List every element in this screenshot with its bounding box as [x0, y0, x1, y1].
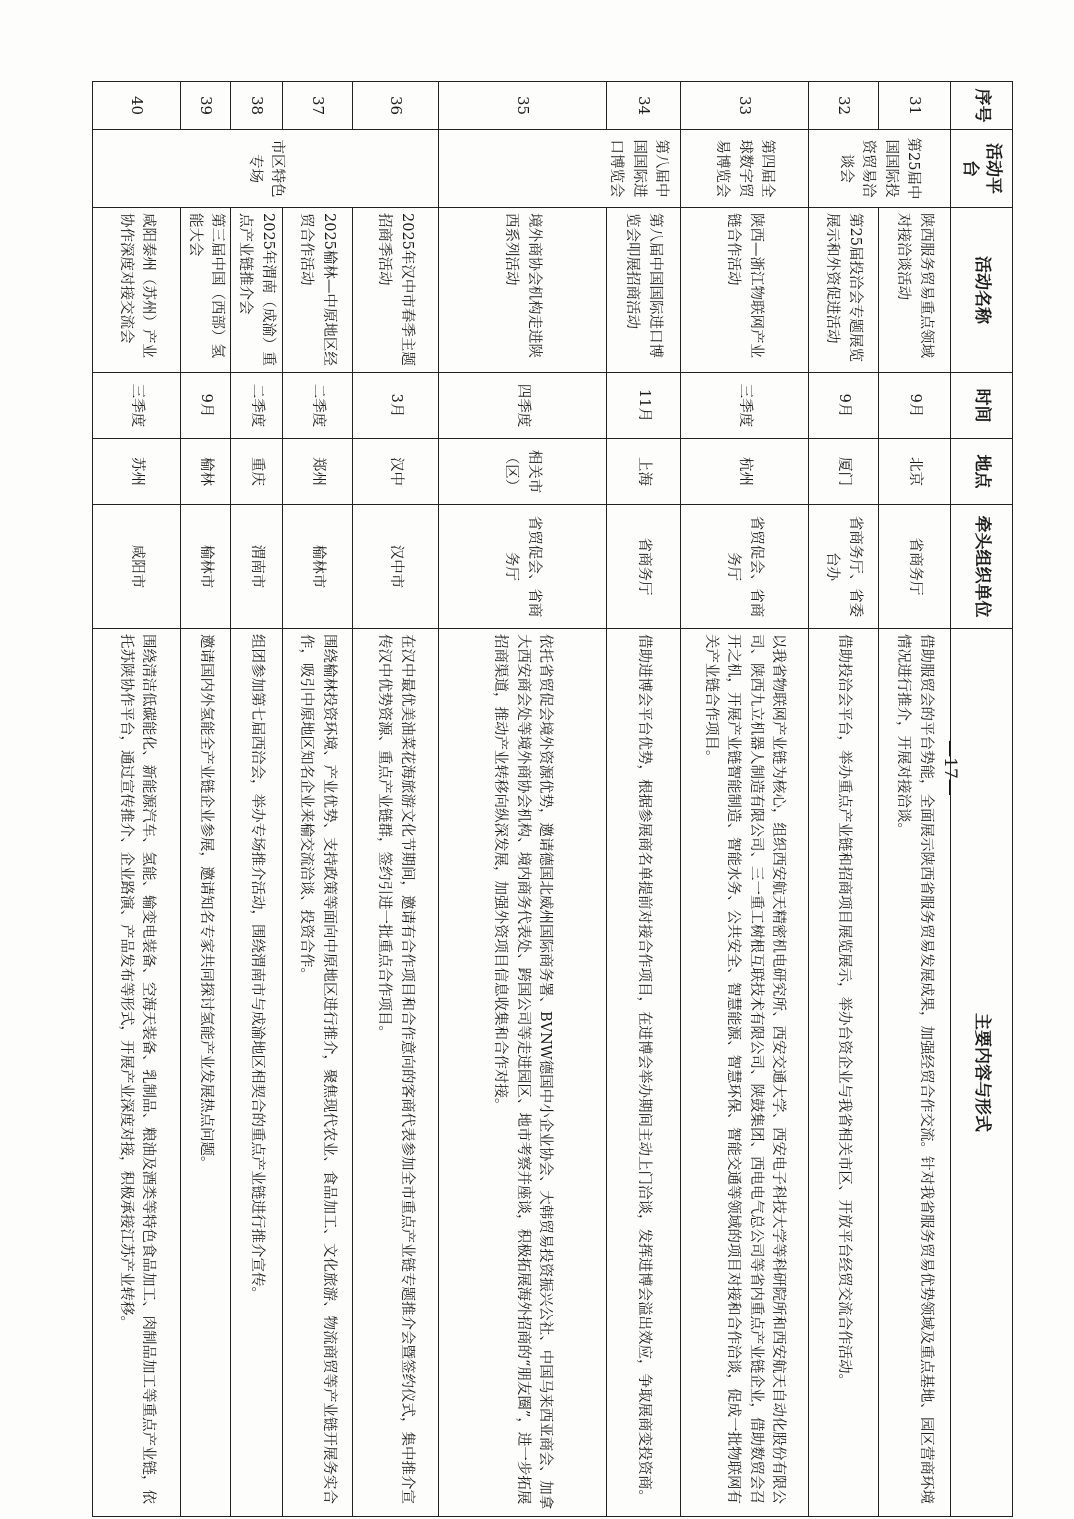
table-row — [681, 82, 809, 1517]
header-location: 地点 — [951, 439, 1013, 505]
cell-content: 在汉中最优美油菜花海旅游文化节期间，邀请有合作项目和合作意向的客商代表参加全市重点产业链专题推介会暨签约仪式，集中推介宣传汉中优势资源、重点产业链群，签约引进一批重点合作项目。 — [353, 629, 439, 1517]
cell-location: 重庆 — [231, 439, 283, 505]
cell-time: 3月 — [353, 373, 439, 439]
cell-location: 厦门 — [809, 439, 879, 505]
cell-organizer: 榆林市 — [283, 505, 353, 629]
cell-seq: 31 — [879, 82, 951, 130]
rotated-table-container — [97, 81, 1013, 1516]
cell-content: 借助投洽会平台，举办重点产业链和招商项目展览展示，举办台资企业与我省相关市区、开放平台经贸交流合作活动。 — [809, 629, 879, 1517]
table-row — [181, 82, 231, 1517]
header-name: 活动名称 — [951, 208, 1013, 373]
table-row — [809, 82, 879, 1517]
table-row — [283, 82, 353, 1517]
header-seq: 序号 — [951, 82, 1013, 130]
cell-content: 邀请国内外氢能全产业链企业参展，邀请知名专家共同探讨氢能产业发展热点问题。 — [181, 629, 231, 1517]
cell-name: 咸阳泰州（苏州）产业协作深度对接交流会 — [93, 208, 181, 373]
cell-seq: 35 — [439, 82, 607, 130]
cell-organizer: 榆林市 — [181, 505, 231, 629]
table-row — [93, 82, 181, 1517]
cell-name: 陕西服务贸易重点领域对接洽谈活动 — [879, 208, 951, 373]
cell-content: 借助进博会平台优势，根据参展商名单提前对接合作项目，在进博会举办期间主动上门洽谈，发挥进博会溢出效应，争取展商变投资商。 — [607, 629, 681, 1517]
cell-location: 苏州 — [93, 439, 181, 505]
cell-seq: 40 — [93, 82, 181, 130]
cell-name: 陕西—浙江物联网产业链合作活动 — [681, 208, 809, 373]
cell-content: 围绕清洁低碳能化、新能源汽车、氢能、输变电装备、空海天装备、乳制品、粮油及酒类等特色食品加工、肉制品加工等重点产业链，依托苏陕协作平台，通过宣传推介、企业路演、产品发布等形式，开展产业深度对接，积极承接江苏产业转移。 — [93, 629, 181, 1517]
cell-organizer: 咸阳市 — [93, 505, 181, 629]
cell-organizer: 省贸促会、省商务厅 — [439, 505, 607, 629]
cell-organizer: 省商务厅 — [607, 505, 681, 629]
cell-location: 榆林 — [181, 439, 231, 505]
cell-organizer: 省贸促会、省商务厅 — [681, 505, 809, 629]
cell-time: 9月 — [879, 373, 951, 439]
cell-name: 第三届中国（西部）氢能大会 — [181, 208, 231, 373]
cell-content: 依托省贸促会境外资源优势，邀请德国北威州国际商务署、BVNW德国中小企业协会、大韩贸易投资振兴公社、中国马来西亚商会、加拿大西安商会处等境外商协会机构、境内商务代表处、跨国公司等走进园区、地市考察并座谈，积极拓展海外招商的“朋友圈”，进一步拓展招商渠道，推动产业转移向纵深发展，加强外资项目信息收集和合作对接。 — [439, 629, 607, 1517]
cell-seq: 32 — [809, 82, 879, 130]
header-platform: 活动平台 — [951, 130, 1013, 208]
cell-content: 以我省物联网产业链为核心，组织西安航天精密机电研究所、西安交通大学、西安电子科技大学等科研院所和西安航天自动化股份有限公司、陕西九立机器人制造有限公司、三一重工树根互联技术有限公司、陕鼓集团、西电电气总公司等省内重点产业链企业，借助数贸会召开之机，开展产业链智能制造、智能水务、公共安全、智慧能源、智慧环保、智能交通等领域的项目对接和合作洽谈，促成一批物联网有关产业链合作项目。 — [681, 629, 809, 1517]
cell-time: 9月 — [181, 373, 231, 439]
cell-time: 四季度 — [439, 373, 607, 439]
table-row — [231, 82, 283, 1517]
table-row — [353, 82, 439, 1517]
cell-time: 三季度 — [93, 373, 181, 439]
cell-time: 9月 — [809, 373, 879, 439]
cell-location: 郑州 — [283, 439, 353, 505]
table-row — [879, 82, 951, 1517]
cell-name: 2025榆林—中原地区经贸合作活动 — [283, 208, 353, 373]
cell-seq: 33 — [681, 82, 809, 130]
cell-content: 围绕榆林投资环境、产业优势、支持政策等面向中原地区进行推介，聚焦现代农业、食品加工、文化旅游、物流商贸等产业链开展务实合作，吸引中原地区知名企业来榆交流洽谈、投资合作。 — [283, 629, 353, 1517]
header-content: 主要内容与形式 — [951, 629, 1013, 1517]
cell-content: 借助服贸会的平台势能，全面展示陕西省服务贸易发展成果，加强经贸合作交流。针对我省服务贸易优势领域及重点基地、园区营商环境情况进行推介，开展对接洽谈。 — [879, 629, 951, 1517]
cell-platform: 市区特色专场 — [93, 130, 439, 208]
cell-name: 境外商协会机构走进陕西系列活动 — [439, 208, 607, 373]
cell-time: 二季度 — [283, 373, 353, 439]
cell-platform: 第25届中国国际投资贸易洽谈会 — [809, 130, 951, 208]
cell-name: 第八届中国国际进口博览会叩展招商活动 — [607, 208, 681, 373]
header-time: 时间 — [951, 373, 1013, 439]
cell-seq: 39 — [181, 82, 231, 130]
header-row — [951, 82, 1013, 1517]
cell-location: 相关市（区） — [439, 439, 607, 505]
cell-seq: 36 — [353, 82, 439, 130]
cell-location: 上海 — [607, 439, 681, 505]
cell-location: 汉中 — [353, 439, 439, 505]
cell-name: 2025年汉中市春季主题招商季活动 — [353, 208, 439, 373]
cell-seq: 34 — [607, 82, 681, 130]
cell-platform: 第四届全球数字贸易博览会 — [681, 130, 809, 208]
cell-name: 2025年渭南（成渝）重点产业链推介会 — [231, 208, 283, 373]
cell-location: 杭州 — [681, 439, 809, 505]
table-row — [607, 82, 681, 1517]
cell-organizer: 渭南市 — [231, 505, 283, 629]
cell-name: 第25届投洽会专题展览展示和外资促进活动 — [809, 208, 879, 373]
header-organizer: 牵头组织单位 — [951, 505, 1013, 629]
cell-time: 二季度 — [231, 373, 283, 439]
cell-organizer: 省商务厅 — [879, 505, 951, 629]
table-row — [439, 82, 607, 1517]
cell-seq: 37 — [283, 82, 353, 130]
activity-table — [92, 81, 1013, 1517]
cell-location: 北京 — [879, 439, 951, 505]
cell-organizer: 汉中市 — [353, 505, 439, 629]
page-number: —17— — [940, 740, 960, 796]
cell-content: 组团参加第七届西洽会，举办专场推介活动，围绕渭南市与成渝地区相契合的重点产业链进行推介宣传。 — [231, 629, 283, 1517]
cell-seq: 38 — [231, 82, 283, 130]
cell-platform: 第八届中国国际进口博览会 — [439, 130, 681, 208]
cell-time: 三季度 — [681, 373, 809, 439]
cell-time: 11月 — [607, 373, 681, 439]
cell-organizer: 省商务厅、省委台办 — [809, 505, 879, 629]
